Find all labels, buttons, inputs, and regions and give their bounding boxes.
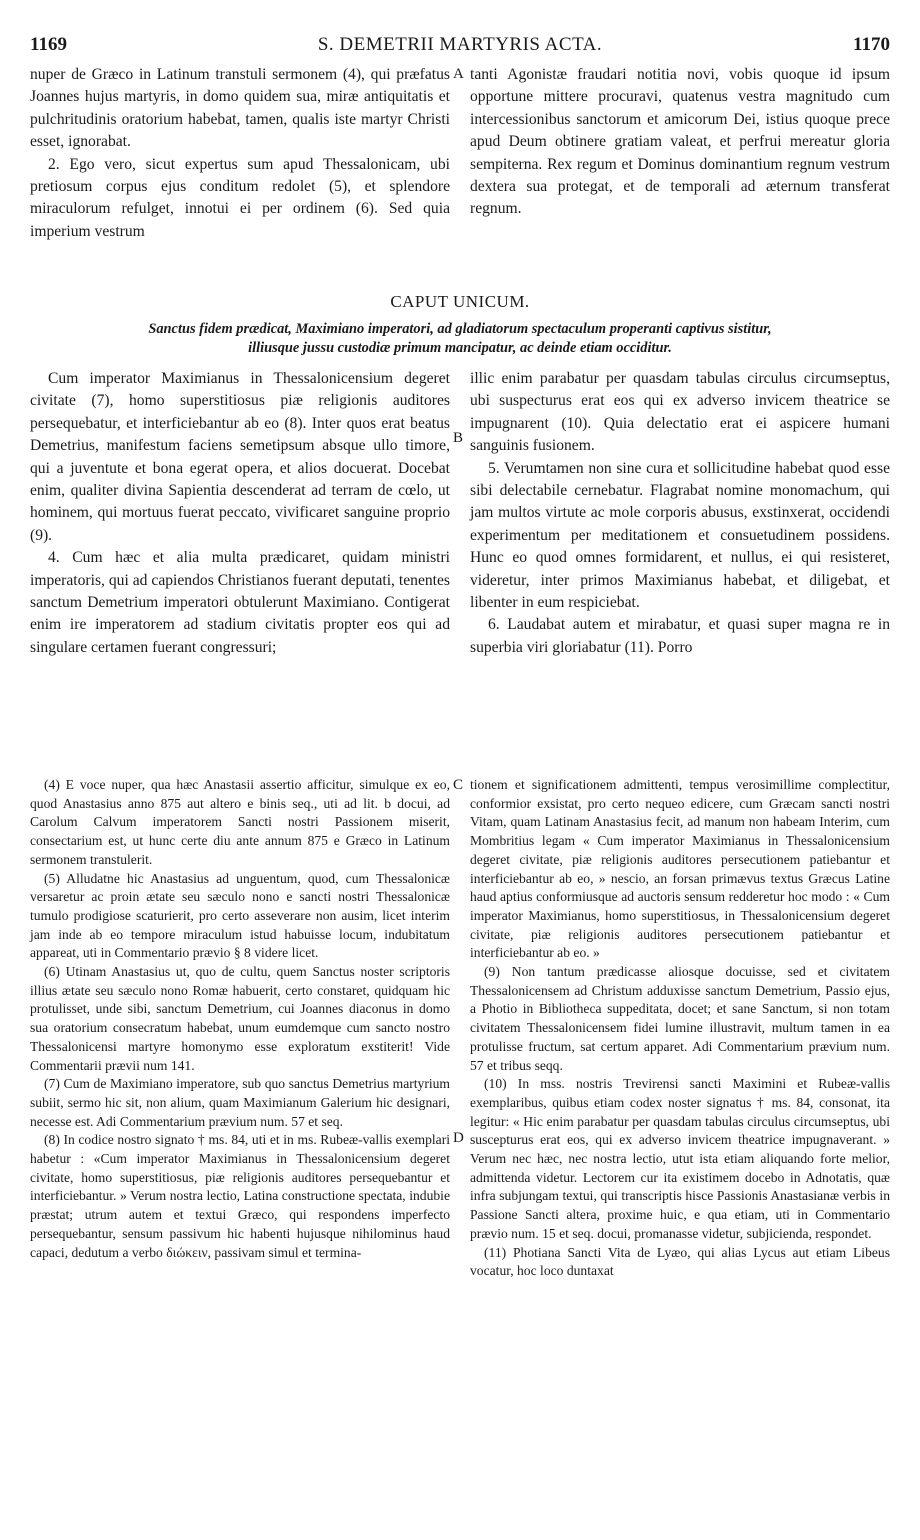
margin-marker-b: B <box>453 430 464 446</box>
notes-left-column <box>30 776 450 1262</box>
footnote: (5) Alludatne hic Anastasius ad unguentum, quod, cum Thessalonicæ versaretur ac proin ætate seu sæculo nono e sancti nostri Thessalonicæ tumulo prodigiose scaturierit, pro certo asseverare non ausim, licet interim jam inde ab eo tempore miraculum istud habuisse locum, indubitatum appareat, uti in Commentario prævio § 8 videre licet. <box>30 870 450 961</box>
footnote: (11) Photiana Sancti Vita de Lyæo, qui alias Lycus aut etiam Libeus vocatur, hoc loco duntaxat <box>470 1244 890 1279</box>
summary-line: illiusque jussu custodiæ primum mancipatur, ac deinde etiam occiditur. <box>248 340 672 356</box>
footnote: (10) In mss. nostris Trevirensi sancti Maximini et Rubeæ-vallis exemplaribus, quibus etiam codex noster signatus † ms. 84, consonat, ita legitur: « Hic enim parabatur per quasdam tabulas circulus circumseptus, ubi suscepturus erat eos, qui ex adverso invicem theatrice impugnaverant. » Verum nec hæc, nec nostra lectio, utut ista etiam aliquando forte melior, admittenda videtur. Lectorem cur ita existimem docebo in Adnotatis, quæ infra subjungam textui, qui transcriptis hisce Passionis Anastasianæ verbis in Passione Sancti altera, proxime huic, e qua etiam, uti in Commentario prævio num. 15 et seq. docui, promanasse videtur, subjicienda, respondet. <box>470 1076 890 1241</box>
footnote: tionem et significationem admittenti, tempus verosimillime complectitur, conformior exsistat, pro certo nequeo edicere, cum Græcam sancti nostri Vitam, quam Latinam Anastasius fecit, ad manum non habeam Interim, cum Mombritius legam « Cum imperator Maximianus in Thessalonicensium degeret civitate, piæ religionis auditores persecutionem patiebantur et interficiebantur ab eo, » nescio, an forsan primævus textus Græcus Latine haud aptius conformiusque ad auctoris sensum redderetur hoc modo : « Cum imperator Maximianus, homo superstitiosus, in Thessalonicensium degeret civitate, piæ religionis auditores persecutionem patiebantur et interficiebantur ab eo. » <box>470 777 890 961</box>
top-right-column <box>470 64 890 221</box>
main-right-column <box>470 368 890 659</box>
paragraph: 6. Laudabat autem et mirabatur, et quasi super magna re in superbia viri gloriabatur (11). Porro <box>470 616 890 656</box>
footnote: (6) Utinam Anastasius ut, quo de cultu, quem Sanctus noster scriptoris illius ætate seu sæculo nono Romæ habuerit, certo constaret, quidquam hic protulisset, unde sibi, sanctum Demetrium, cui Joannes diaconus in domo sua oratorium consecratum habebat, unum eumdemque cum sancto nostro Thessalonicensi martyre homonymo esse exploratum exstiterit! Vide Commentarii prævii num 141. <box>30 964 450 1073</box>
footnote: (8) In codice nostro signato † ms. 84, uti et in ms. Rubeæ-vallis exemplari habetur : «Cum imperator Maximianus in Thessalonicensium degeret civitate, homo superstitiosus, piæ religionis auditores persequebantur et interficiebantur. » Verum nostra lectio, Latina constructione spectata, indubie præstat; utrum autem et textui Græco, qui respondens imperfecto persequebantur, sensum passivum hic habenti hujusque nihilominus haud capaci, dedutum a verbo διώκειν, passivam simul et termina- <box>30 1132 450 1260</box>
paragraph: nuper de Græco in Latinum transtuli sermonem (4), qui præfatus Joannes hujus martyris, in domo quidem sua, miræ antiquitatis et pulchritudinis oratorium habebat, tamen, qualis iste martyr Christi esset, ignorabat. <box>30 66 450 151</box>
right-page-number: 1170 <box>853 34 890 55</box>
top-left-column <box>30 64 450 243</box>
running-title: S. DEMETRII MARTYRIS ACTA. <box>317 34 603 55</box>
footnote: (4) E voce nuper, qua hæc Anastasii assertio afficitur, simulque ex eo, quod Anastasius anno 875 aut altero e binis seq., uti ad lit. b docui, ad Carolum Calvum imperatorem Sancti nostri Passionem miserit, consectarium est, ut hunc certe diu ante annum 875 e Græco in Latinum sermonem transtulerit. <box>30 777 450 867</box>
paragraph: 2. Ego vero, sicut expertus sum apud Thessalonicam, ubi pretiosum corpus ejus conditum redolet (5), et splendore miraculorum refulget, innotui ei per ordinem (6). Sed quia imperium vestrum <box>30 155 450 240</box>
paragraph: 4. Cum hæc et alia multa prædicaret, quidam ministri imperatoris, qui ad capiendos Christianos fuerant deputati, tenentes sanctum Demetrium imperatori obtulerunt Maximiano. Contigerat enim ire imperatorem ad stadium civitatis propter eos qui ad singulare certamen fuerant congressuri; <box>30 549 450 656</box>
paragraph: tanti Agonistæ fraudari notitia novi, vobis quoque id ipsum opportune mittere procuravi, quatenus vestra magnitudo cum intercessionibus sanctorum et amicorum Dei, istius quoque prece apud Deum obtinere gratiam valeat, et perfrui mereatur gloria sempiterna. Rex regum et Dominus dominantium regnum vestrum dextera sua protegat, et de temporali ad æternum transferat regnum. <box>470 66 890 218</box>
chapter-summary <box>30 320 890 358</box>
paragraph: illic enim parabatur per quasdam tabulas circulus circumseptus, ubi suspecturus erat eos qui ex adverso invicem theatrice se impugnarent (10). Quia delectatio erat ei aspicere humani sanguinis fusionem. <box>470 370 890 455</box>
paragraph: Cum imperator Maximianus in Thessalonicensium degeret civitate (7), homo superstitiosus piæ religionis auditores persequebatur, et interficiebantur ab eo (8). Inter quos erat beatus Demetrius, manifestum faciens semetipsum absque ullo timore, qui a juventute et bona egerat opera, et alios docuerat. Docebat enim, qualiter divina Sapientia descenderat ad terram de cœlo, ut hominem, qui mortuus fuerat peccato, vivificaret sanguine proprio (9). <box>30 370 450 544</box>
page-header <box>30 34 890 60</box>
footnote: (7) Cum de Maximiano imperatore, sub quo sanctus Demetrius martyrium subiit, sermo hic sit, non alium, quam Maximianum Galerium hic designari, necesse est. Adi Commentarium prævium num. 57 et seq. <box>30 1076 450 1129</box>
notes-right-column <box>470 776 890 1281</box>
summary-line: Sanctus fidem prædicat, Maximiano imperatori, ad gladiatorum spectaculum properanti captivus sistitur, <box>148 321 772 337</box>
margin-marker-d: D <box>453 1130 464 1146</box>
paragraph: 5. Verumtamen non sine cura et sollicitudine habebat quod esse sibi delectabile cernebatur. Flagrabat nomine monomachum, qui jam multos virtute ac mole corporis abusus, exstinxerat, occidendi experimentum per meditationem et consuetudinem possidens. Hunc eo quod omnes formidarent, et nullus, ei qui resisteret, videretur, inter primos Maximianus habebat, et diligebat, et libenter in eum respiciebat. <box>470 459 890 612</box>
margin-marker-c: C <box>453 777 464 793</box>
margin-marker-a: A <box>453 66 464 82</box>
chapter-title: CAPUT UNICUM. <box>390 292 530 311</box>
left-page-number: 1169 <box>30 34 67 55</box>
main-left-column <box>30 368 450 659</box>
footnote: (9) Non tantum prædicasse aliosque docuisse, sed et civitatem Thessalonicensem ad Christum adduxisse sanctum Demetrium, Passio ejus, a Photio in Bibliotheca suppeditata, docet; et sane Sanctum, si non totam civitatem Thessalonicensem fidei lumine illustravit, multum tamen in ea protulisse fructum, sat certum apparet. Adi Commentarium prævium num. 57 et tribus seqq. <box>470 964 890 1073</box>
